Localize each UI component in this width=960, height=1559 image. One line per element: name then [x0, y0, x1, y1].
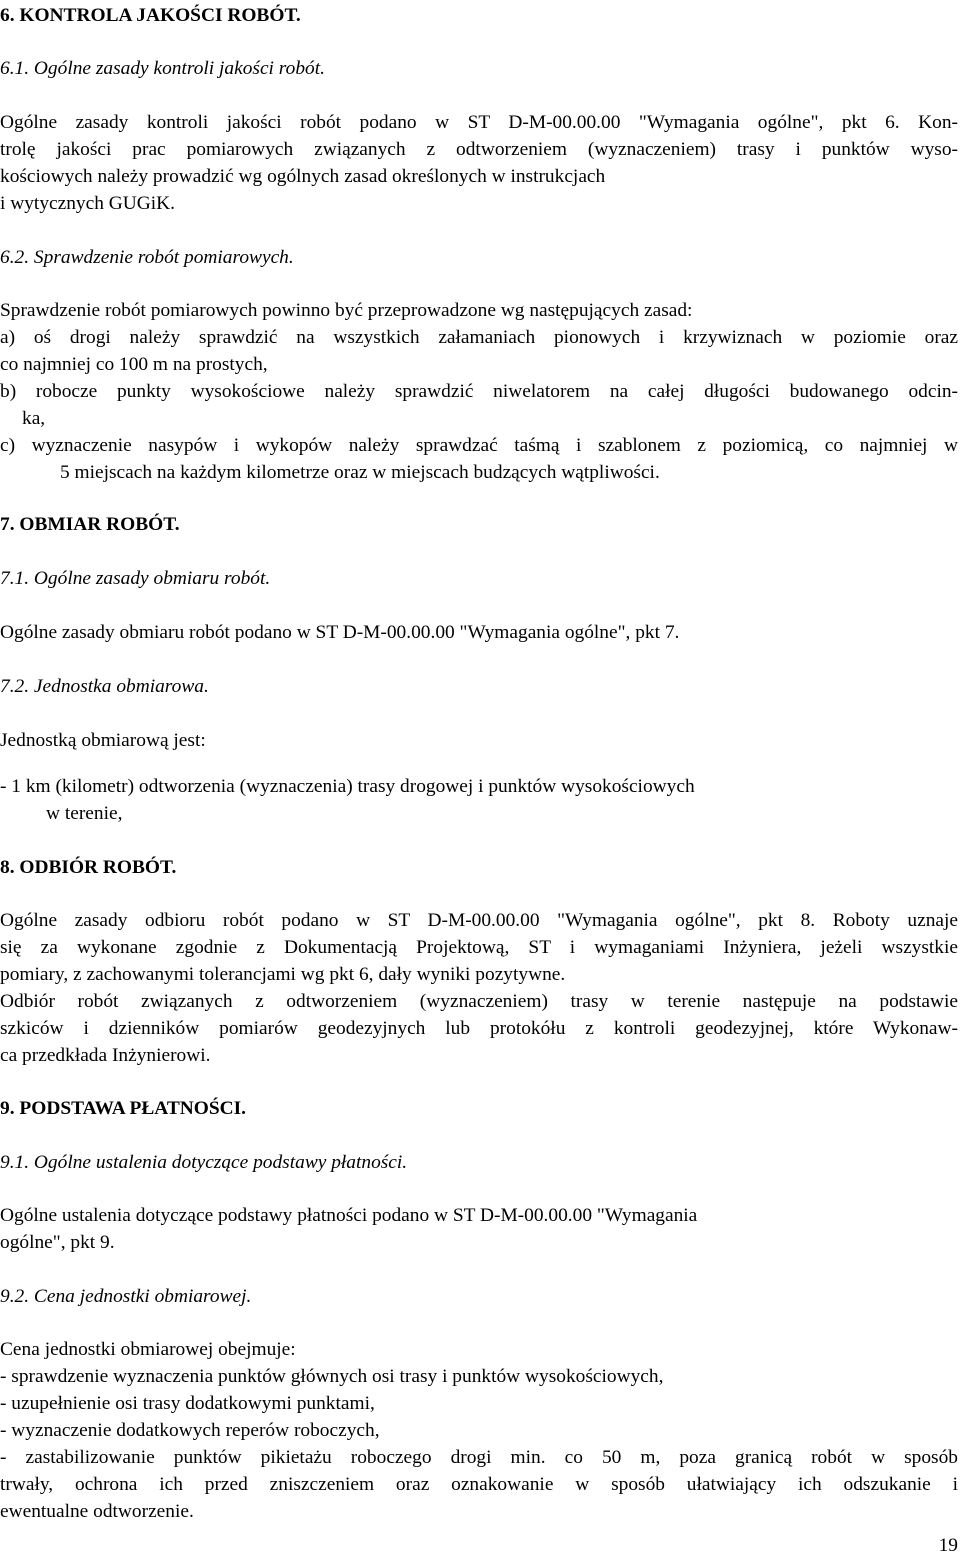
list-item-cont: trwały, ochrona ich przed zniszczeniem oraz oznakowanie w sposób ułatwiający ich odszukanie i: [0, 1474, 958, 1495]
paragraph-line: się za wykonane zgodnie z Dokumentacją Projektową, ST i wymaganiami Inżyniera, jeżeli wszystkie: [0, 937, 958, 958]
paragraph-line: kościowych należy prowadzić wg ogólnych zasad określonych w instrukcjach: [0, 166, 606, 187]
paragraph-line: Ogólne ustalenia dotyczące podstawy płatności podano w ST D-M-00.00.00 "Wymagania: [0, 1205, 698, 1226]
list-item: - zastabilizowanie punktów pikietażu roboczego drogi min. co 50 m, poza granicą robót w sposób: [0, 1447, 958, 1468]
paragraph-line: pomiary, z zachowanymi tolerancjami wg pkt 6, dały wyniki pozytywne.: [0, 964, 566, 985]
list-item-c: c) wyznaczenie nasypów i wykopów należy sprawdzać taśmą i szablonem z poziomicą, co najmniej w: [0, 435, 958, 456]
section-9-heading: 9. PODSTAWA PŁATNOŚCI.: [0, 1098, 247, 1119]
paragraph-line: ca przedkłada Inżynierowi.: [0, 1045, 211, 1066]
list-item-c-cont: 5 miejscach na każdym kilometrze oraz w miejscach budzących wątpliwości.: [60, 462, 660, 483]
list-item: - wyznaczenie dodatkowych reperów roboczych,: [0, 1420, 380, 1441]
paragraph-line: Sprawdzenie robót pomiarowych powinno być przeprowadzone wg następujących zasad:: [0, 300, 693, 321]
section-7-1-text: Ogólne zasady obmiaru robót podano w ST D-M-00.00.00 "Wymagania ogólne", pkt 7.: [0, 622, 680, 643]
list-item: - uzupełnienie osi trasy dodatkowymi punktami,: [0, 1393, 375, 1414]
paragraph-line: trolę jakości prac pomiarowych związanych z odtworzeniem (wyznaczeniem) trasy i punktów wyso-: [0, 139, 958, 160]
list-item-a: a) oś drogi należy sprawdzić na wszystkich załamaniach pionowych i krzywiznach w poziomie oraz: [0, 327, 958, 348]
section-7-2-list: [0, 773, 960, 827]
section-9-2-heading: 9.2. Cena jednostki obmiarowej.: [0, 1286, 252, 1307]
list-item-b: b) robocze punkty wysokościowe należy sprawdzić niwelatorem na całej długości budowanego odcin-: [0, 381, 958, 402]
section-6-2-paragraph: [0, 297, 960, 486]
section-7-heading: 7. OBMIAR ROBÓT.: [0, 514, 180, 535]
section-6-1-heading: 6.1. Ogólne zasady kontroli jakości robót.: [0, 58, 325, 79]
list-item-cont: w terenie,: [46, 803, 123, 824]
list-item-a-cont: co najmniej co 100 m na prostych,: [0, 354, 268, 375]
section-6-2-heading: 6.2. Sprawdzenie robót pomiarowych.: [0, 247, 294, 268]
paragraph-line: Ogólne zasady odbioru robót podano w ST D-M-00.00.00 "Wymagania ogólne", pkt 8. Roboty uznaje: [0, 910, 958, 931]
section-8-paragraph: [0, 907, 960, 1069]
list-item-b-cont: ka,: [22, 408, 46, 429]
paragraph-line: ogólne", pkt 9.: [0, 1232, 115, 1253]
list-item-cont: ewentualne odtworzenie.: [0, 1501, 194, 1522]
section-7-2-heading: 7.2. Jednostka obmiarowa.: [0, 676, 209, 697]
paragraph-line: Ogólne zasady kontroli jakości robót podano w ST D-M-00.00.00 "Wymagania ogólne", pkt 6. Kon-: [0, 112, 958, 133]
section-9-2-list: [0, 1336, 960, 1525]
paragraph-line: szkiców i dzienników pomiarów geodezyjnych lub protokółu z kontroli geodezyjnej, które Wykonaw-: [0, 1018, 958, 1039]
section-9-1-heading: 9.1. Ogólne ustalenia dotyczące podstawy płatności.: [0, 1152, 408, 1173]
list-intro: Cena jednostki obmiarowej obejmuje:: [0, 1339, 296, 1360]
list-item: - 1 km (kilometr) odtworzenia (wyznaczenia) trasy drogowej i punktów wysokościowych: [0, 776, 695, 797]
list-item: - sprawdzenie wyznaczenia punktów głównych osi trasy i punktów wysokościowych,: [0, 1366, 664, 1387]
section-8-heading: 8. ODBIÓR ROBÓT.: [0, 857, 177, 878]
section-7-2-intro: Jednostką obmiarową jest:: [0, 730, 206, 751]
section-7-1-heading: 7.1. Ogólne zasady obmiaru robót.: [0, 568, 271, 589]
paragraph-line: Odbiór robót związanych z odtworzeniem (wyznaczeniem) trasy w terenie następuje na podstawie: [0, 991, 958, 1012]
paragraph-line: i wytycznych GUGiK.: [0, 193, 176, 214]
page-number: 19: [938, 1535, 958, 1556]
section-6-1-paragraph: [0, 109, 960, 217]
section-9-1-paragraph: [0, 1202, 960, 1256]
section-6-heading: 6. KONTROLA JAKOŚCI ROBÓT.: [0, 5, 301, 26]
